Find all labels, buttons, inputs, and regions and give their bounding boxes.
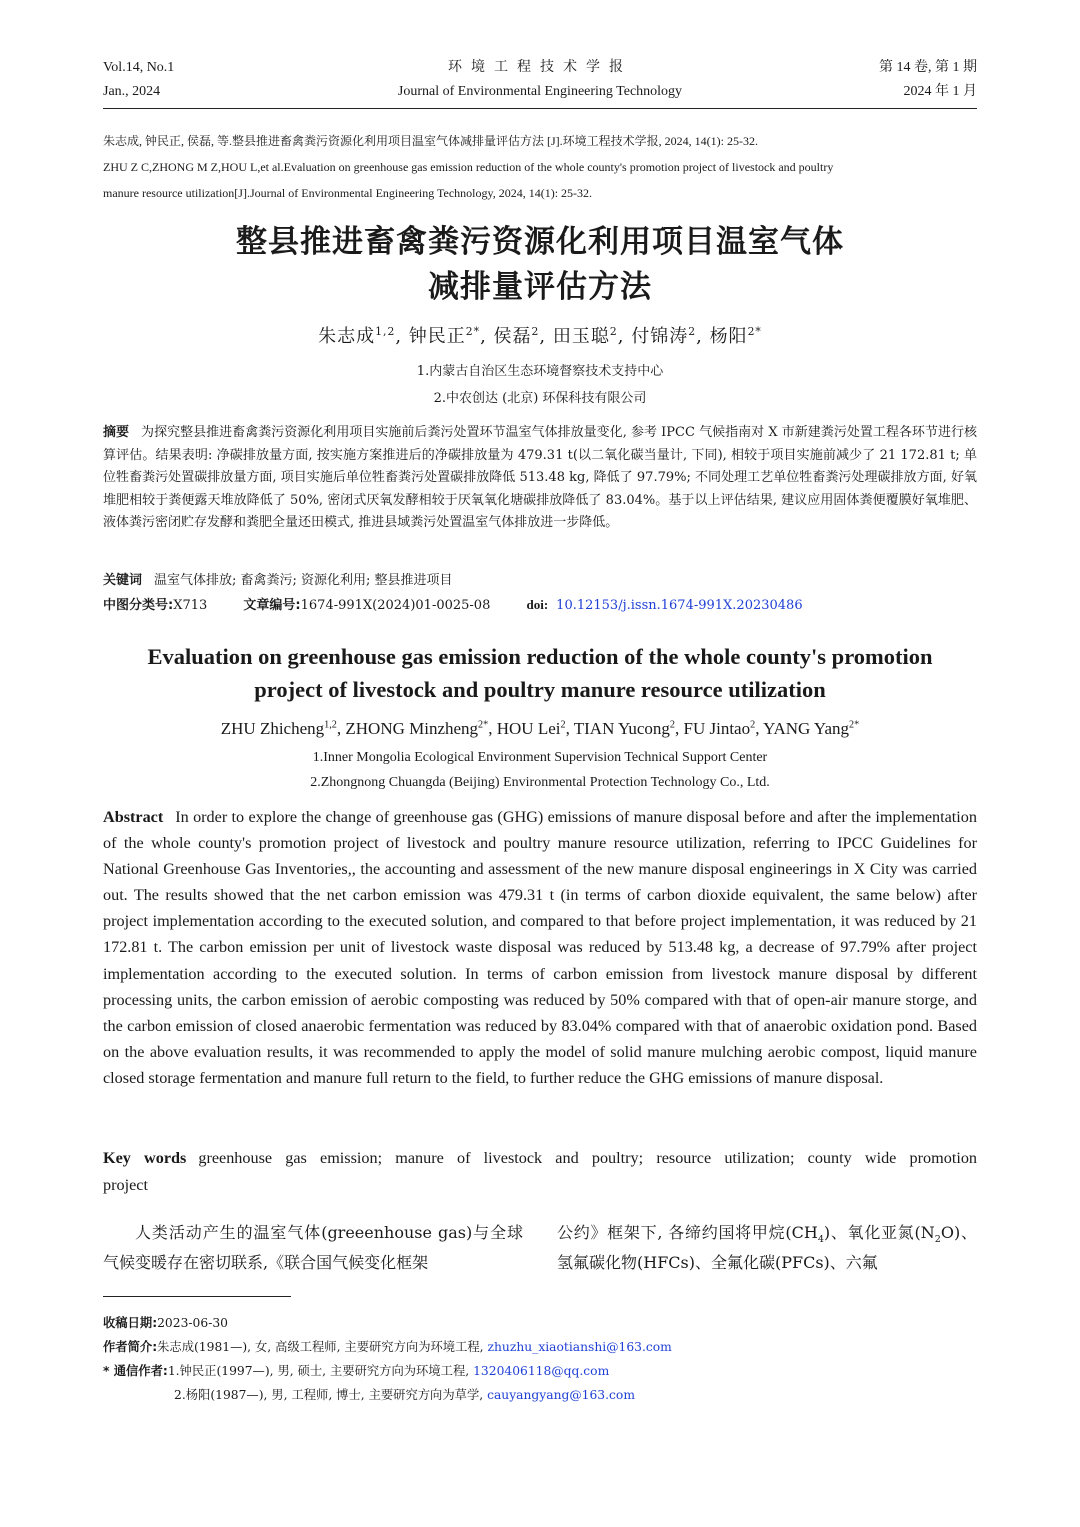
author-name: HOU Lei xyxy=(496,719,561,738)
author-affiliation-mark: 1,2 xyxy=(324,719,337,731)
affiliations-en xyxy=(103,745,977,795)
header-volume: Vol.14, No.1 xyxy=(103,60,175,75)
footnote-author-bio xyxy=(103,1336,977,1358)
author-separator: , xyxy=(488,719,493,738)
doi-link[interactable]: 10.12153/j.issn.1674-991X.20230486 xyxy=(556,598,803,613)
authors-cn xyxy=(103,322,977,352)
body-left-text: 人类活动产生的温室气体(greeenhouse gas)与全球气候变暖存在密切联系,《联合国气候变化框架 xyxy=(103,1223,523,1272)
citation-block xyxy=(103,128,977,206)
citation-en-line2: manure resource utilization[J].Journal of Environmental Engineering Technology, 2024, 14(1): 25-32. xyxy=(103,186,593,200)
footnote-corresponding-2 xyxy=(174,1384,977,1406)
author-separator: , xyxy=(336,719,342,738)
keywords-cn-text: 温室气体排放; 畜禽粪污; 资源化利用; 整县推进项目 xyxy=(154,573,453,588)
author-affiliation-mark: 2 xyxy=(609,325,618,338)
author-affiliation-mark: 2 xyxy=(531,325,540,338)
title-en xyxy=(103,640,977,706)
author-name: 田玉聪 xyxy=(552,326,610,347)
abstract-en-text: In order to explore the change of greenhouse gas (GHG) emissions of manure disposal before and after the implementation of the whole county's promotion project of livestock and poultry manure resource utilization, referring to IPCC Guidelines for National Greenhouse Gas Inventories,, the accounting and assessment of the new manure disposal engineerings in X City was carried out. The results showed that the net carbon emission was 479.31 t (in terms of carbon dioxide equivalent, the same below) after project implementation according to the executed solution, and compared to that before project implementation, it was reduced by 21 172.81 t. The carbon emission per unit of livestock waste disposal was reduced by 513.48 kg, a decrease of 97.79% after project implementation according to the executed solution. In terms of carbon emission from livestock manure disposal by different processing units, the carbon emission of aerobic composting was reduced by 50% compared with that of open-air manure storge, and the carbon emission of closed anaerobic fermentation was reduced by 83.04% compared with that of anaerobic oxidation pond. Based on the above evaluation results, it was recommended to apply the model of solid manure mulching aerobic compost, liquid manure closed storage fermentation and manure full return to the field, to further reduce the GHG emissions of manure disposal. xyxy=(103,808,977,1087)
author-separator: , xyxy=(480,326,487,347)
citation-cn: 朱志成, 钟民正, 侯磊, 等.整县推进畜禽粪污资源化利用项目温室气体减排量评估方法 [J].环境工程技术学报, 2024, 14(1): 25-32. xyxy=(103,134,758,148)
body-column-right xyxy=(557,1218,977,1278)
abstract-en xyxy=(103,804,977,1091)
author-name: 钟民正 xyxy=(408,326,466,347)
clc-value: X713 xyxy=(173,598,208,613)
article-no-value: 1674-991X(2024)01-0025-08 xyxy=(300,598,491,613)
corresponding-2-text: 2.杨阳(1987—), 男, 工程师, 博士, 主要研究方向为草学, xyxy=(174,1388,484,1402)
author-name: 杨阳 xyxy=(709,326,748,347)
author-name: TIAN Yucong xyxy=(573,719,670,738)
author-separator: , xyxy=(539,326,547,347)
footnote-received xyxy=(103,1312,977,1334)
affiliation-en-1: 1.Inner Mongolia Ecological Environment Supervision Technical Support Center xyxy=(312,750,768,765)
header-journal-en: Journal of Environmental Engineering Technology xyxy=(397,84,683,99)
body-right-text-3: O)、氢氟碳化物(HFCs)、全氟化碳(PFCs)、六氟 xyxy=(557,1223,977,1272)
header-issue: 第 14 卷, 第 1 期 xyxy=(879,60,977,75)
corresponding-1-text: 1.钟民正(1997—), 男, 硕士, 主要研究方向为环境工程, xyxy=(167,1364,470,1378)
corresponding-label: * 通信作者: xyxy=(103,1364,168,1378)
author-name: 侯磊 xyxy=(493,326,532,347)
author-affiliation-mark: 2* xyxy=(465,325,481,338)
header-journal xyxy=(103,56,977,104)
keywords-en-label: Key words xyxy=(103,1149,187,1167)
affiliations-cn xyxy=(103,358,977,412)
author-name: 朱志成 xyxy=(318,326,376,347)
author-affiliation-mark: 2 xyxy=(560,719,566,731)
corresponding-1-email-link[interactable]: 1320406118@qq.com xyxy=(473,1364,610,1378)
header-issue-cn xyxy=(879,56,977,104)
author-name: YANG Yang xyxy=(763,719,850,738)
authors-en xyxy=(103,716,977,742)
author-name: ZHU Zhicheng xyxy=(220,719,325,738)
author-affiliation-mark: 2 xyxy=(688,325,697,338)
article-meta xyxy=(103,594,977,617)
abstract-en-label: Abstract xyxy=(103,808,164,826)
keywords-en xyxy=(103,1145,977,1198)
affiliation-cn-2: 2.中农创达 (北京) 环保科技有限公司 xyxy=(433,391,647,406)
footnote-divider xyxy=(103,1296,291,1297)
author-separator: , xyxy=(696,326,703,347)
doi-label: doi: xyxy=(526,597,549,612)
body-right-text-1: 公约》框架下, 各缔约国将甲烷(CH xyxy=(557,1223,818,1242)
affiliation-en-2: 2.Zhongnong Chuangda (Beijing) Environmental Protection Technology Co., Ltd. xyxy=(310,775,770,790)
affiliation-cn-1: 1.内蒙古自治区生态环境督察技术支持中心 xyxy=(416,364,664,379)
body-right-text-2: )、氧化亚氮(N xyxy=(823,1223,935,1242)
abstract-cn-text: 为探究整县推进畜禽粪污资源化利用项目实施前后粪污处置环节温室气体排放量变化, 参考 IPCC 气候指南对 X 市新建粪污处置工程各环节进行核算评估。结果表明: 净碳排放量方面, 按实施方案推进后的净碳排放量为 479.31 t(以二氧化碳当量计, 下同), 相较于项目实施前减少了 21 172.81 t; 单位牲畜粪污处置碳排放量方面, 项目实施后单位牲畜粪污处置碳排放降低 513.48 kg, 降低了 97.79%; 不同处理工艺单位牲畜粪污处理碳排放方面, 好氧堆肥相较于粪便露天堆放降低了 50%, 密闭式厌氧发酵相较于厌氧氧化塘碳排放降低了 83.04%。基于以上评估结果, 建议应用固体粪便覆膜好氧堆肥、液体粪污密闭贮存发酵和粪肥全量还田模式, 推进县域粪污处置温室气体排放进一步降低。 xyxy=(103,425,977,531)
author-affiliation-mark: 2 xyxy=(669,719,676,731)
keywords-en-text: greenhouse gas emission; manure of livestock and poultry; resource utilization; county wide promotion project xyxy=(103,1149,978,1194)
received-label: 收稿日期: xyxy=(103,1316,158,1330)
received-date: 2023-06-30 xyxy=(157,1316,229,1330)
citation-en-line1: ZHU Z C,ZHONG M Z,HOU L,et al.Evaluation on greenhouse gas emission reduction of the whole county's promotion project of livestock and poultry xyxy=(103,160,834,174)
corresponding-2-email-link[interactable]: cauyangyang@163.com xyxy=(487,1388,635,1402)
author-name: FU Jintao xyxy=(683,719,751,738)
author-name: 付锦涛 xyxy=(631,326,689,347)
header-journal-cn: 环境工程技术学报 xyxy=(448,60,632,75)
title-en-line1: Evaluation on greenhouse gas emission reduction of the whole county's promotion xyxy=(147,644,933,669)
author-affiliation-mark: 2 xyxy=(750,719,756,731)
header-date: Jan., 2024 xyxy=(103,84,161,99)
author-separator: , xyxy=(565,719,570,738)
author-affiliation-mark: 2* xyxy=(747,325,762,338)
author-affiliation-mark: 2* xyxy=(478,719,489,731)
keywords-cn-label: 关键词 xyxy=(103,573,143,588)
title-cn-line2: 减排量评估方法 xyxy=(428,269,652,305)
abstract-cn-label: 摘要 xyxy=(103,425,130,440)
title-cn xyxy=(103,220,977,310)
article-no-label: 文章编号: xyxy=(243,598,301,613)
bio-label: 作者简介: xyxy=(103,1340,158,1354)
title-en-line2: project of livestock and poultry manure resource utilization xyxy=(254,677,826,702)
bio-email-link[interactable]: zhuzhu_xiaotianshi@163.com xyxy=(487,1340,672,1354)
footnote-corresponding-1 xyxy=(103,1360,977,1382)
abstract-cn xyxy=(103,422,977,535)
author-affiliation-mark: 1,2 xyxy=(375,325,396,338)
bio-text: 朱志成(1981—), 女, 高级工程师, 主要研究方向为环境工程, xyxy=(157,1340,484,1354)
author-separator: , xyxy=(395,326,403,347)
title-cn-line1: 整县推进畜禽粪污资源化利用项目温室气体 xyxy=(236,224,844,260)
clc-label: 中图分类号: xyxy=(103,598,174,613)
author-name: ZHONG Minzheng xyxy=(345,719,479,738)
running-header xyxy=(103,56,977,102)
body-subscript: 2 xyxy=(934,1234,941,1246)
author-separator: , xyxy=(755,719,760,738)
header-month: 2024 年 1 月 xyxy=(903,84,977,99)
author-separator: , xyxy=(617,326,625,347)
keywords-cn xyxy=(103,570,977,592)
author-separator: , xyxy=(675,719,680,738)
body-subscript: 4 xyxy=(817,1234,824,1246)
header-divider xyxy=(103,108,977,109)
body-column-left xyxy=(103,1218,523,1278)
author-affiliation-mark: 2* xyxy=(849,719,860,731)
